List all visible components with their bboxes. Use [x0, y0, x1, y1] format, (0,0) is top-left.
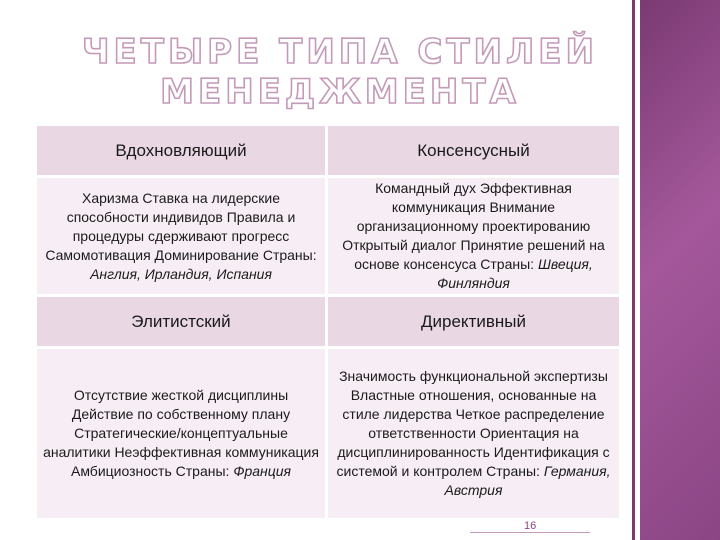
management-styles-table — [37, 126, 619, 518]
cell-inspiring-countries: Англия, Ирландия, Испания — [90, 265, 272, 282]
header-consensus: Консенсусный — [328, 126, 619, 175]
page-number: 16 — [524, 520, 537, 532]
cell-directive-countries: Германия, Австрия — [444, 463, 611, 498]
cell-inspiring-text: Харизма Ставка на лидерские способности индивидов Правила и процедуры сдерживают прогресс Самомотивация Доминирование Страны: — [45, 189, 317, 263]
cell-inspiring — [37, 178, 325, 294]
cell-elitist-countries: Франция — [233, 463, 291, 479]
title-line-1: ЧЕТЫРЕ ТИПА СТИЛЕЙ — [82, 32, 598, 72]
header-inspiring: Вдохновляющий — [37, 126, 325, 175]
header-directive: Директивный — [328, 297, 619, 346]
header-elitist: Элитистский — [37, 297, 325, 346]
page-number-line — [470, 532, 590, 533]
cell-consensus-text: Командный дух Эффективная коммуникация Внимание организационному проектированию Открытый диалог Принятие решений на основе консенсуса Страны: — [342, 180, 605, 272]
slide-title — [40, 32, 640, 112]
cell-directive-text: Значимость функциональной экспертизы Властные отношения, основанные на стиле лидерства Четкое распределение ответственности Ориентация на дисциплинированность Идентификация с системой и контролем Страны: — [336, 368, 610, 479]
cell-consensus-countries: Швеция, Финляндия — [437, 256, 593, 291]
cell-directive — [328, 349, 619, 518]
side-decor-panel — [640, 0, 720, 540]
cell-elitist — [37, 349, 325, 518]
cell-elitist-text: Отсутствие жесткой дисциплины Действие по собственному плану Стратегические/концептуальные аналитики Неэффективная коммуникация Амбициозность Страны: — [43, 387, 319, 479]
cell-consensus — [328, 178, 619, 294]
title-line-2: МЕНЕДЖМЕНТА — [160, 72, 520, 112]
